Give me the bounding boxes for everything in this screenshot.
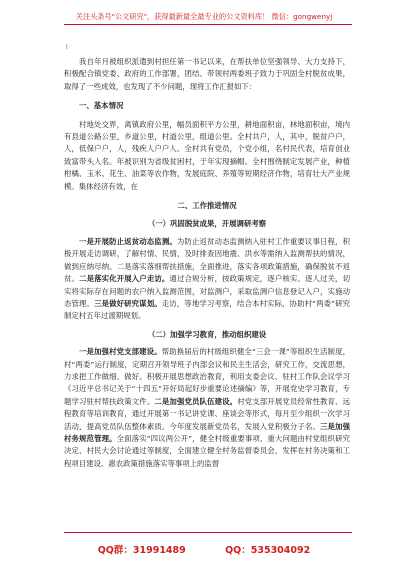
header-banner: 关注头条号"公文研究"，获得最新最全最专业的公文资料库！ 微信：gongwenyj xyxy=(75,12,333,21)
lead-text: 二是加强党员队伍建设。 xyxy=(154,396,238,406)
body-text: 为防止返贫动态监测纳入驻村工作重要议事日程，积极开展走访调研，了解村情、民情，及时排查因地震、洪水等需纳入监测帮扶的情况，做到应纳尽纳。二是落实落细帮扶措施，全面推进，落实各项政策措施，确保脱贫不返贫。 xyxy=(64,236,350,284)
subsection-heading-2: （二）加强学习教育，推动组织建设 xyxy=(147,329,267,339)
subsection-1-paragraph xyxy=(64,236,350,323)
lead-text: 三是加强村务规范管理。 xyxy=(64,421,350,443)
footer-contact xyxy=(0,542,408,556)
body-text: 走访，等地学习考察，结合本村实际，协助村“两委”研究制定村五年过渡期规划。 xyxy=(64,298,350,321)
section-heading-work-progress: 二、工作推进情况 xyxy=(177,201,237,211)
body-text: 通过合规分析，按政策规定，逐户核实、逐人过关，切实将实际存在问题的农户纳入监测范围，对监测户，采取监测户信息登记入户，实施动态管理。 xyxy=(64,274,350,308)
footer-rule xyxy=(64,532,352,533)
lead-text: 一是开展防止返贫动态监测。 xyxy=(79,236,177,246)
subsection-heading-1: （一）巩固脱贫成果，开展调研考察 xyxy=(147,219,267,229)
document-body xyxy=(64,56,350,470)
header-rule xyxy=(64,24,352,25)
lead-text: 二是落实化开展入户走访。 xyxy=(79,274,170,284)
qq-group-text: QQ群：31991489 xyxy=(97,545,186,556)
basic-info-paragraph: 村地处交界，离镇政府公里，幅员面积平方公里，耕地面积亩，林地面积亩，境内有县道公路公里，乡道公里，村道公里，组道公里。全村共户，人，其中，脱贫户户，人，低保户户，人，残疾人户户人。全村共有党员，个党小组，名村民代表，培育创业致富带头人名。年被识别为省级贫困村，于年实现摘帽。全村围绕制定发展产业，种植柑橘、玉米、花生、油菜等农作物，发展庭院、养殖等短期经济作物，培育壮大产业规模。集体经济有效，在 xyxy=(64,119,350,191)
lead-text: 三是做好研究谋划。 xyxy=(94,298,162,308)
body-text: 村党支部开展党员经常性教育、远程教育等培训教育，通过开展第一书记讲党课、座谈会等形式，每月至少组织一次学习活动，提高党员队伍整体素质。今年度发展新党员名，发展入党积极分子名。 xyxy=(64,396,350,431)
body-text: 全面落实“四议两公开”，健全村级重要事项、重大问题由村党组织研究决定、村民大会讨论通过等制度，全面建立健全村务监督委员会，发挥在村务决策和工程项目建设、惠农政策措施落实等事项上的监督 xyxy=(64,433,350,468)
body-text: 帮助换届后的村级组织健全“三会一课”等组织生活制度，村“两委”运行制度，定期召开领导班子内部会议和民主生活会，研究工作，交流思想，力求把工作做细、做好。积极开展思想政治教育，利用支委会议、驻村工作队会议学习《习近平总书记关于“十四五”开好局起好步重要论述摘编》等，开展党史学习教育，专题学习驻村帮扶政策文件。 xyxy=(64,347,350,406)
page-marker: l xyxy=(66,44,68,51)
qq-number-text: QQ：535304092 xyxy=(225,545,311,556)
section-heading-basic-info: 一、基本情况 xyxy=(79,101,124,111)
subsection-2-paragraph xyxy=(64,346,350,470)
lead-text: 一是加强村党支部建设。 xyxy=(79,347,162,357)
intro-paragraph: 我自年月被组织派遣到村担任第一书记以来，在帮扶单位坚强领导、大力支持下，积极配合镇党委、政府的工作部署，团结、带领村两委班子致力于巩固全村脱贫成果，取得了一些成效，也发现了不少问题，现将工作汇报如下： xyxy=(64,57,350,91)
